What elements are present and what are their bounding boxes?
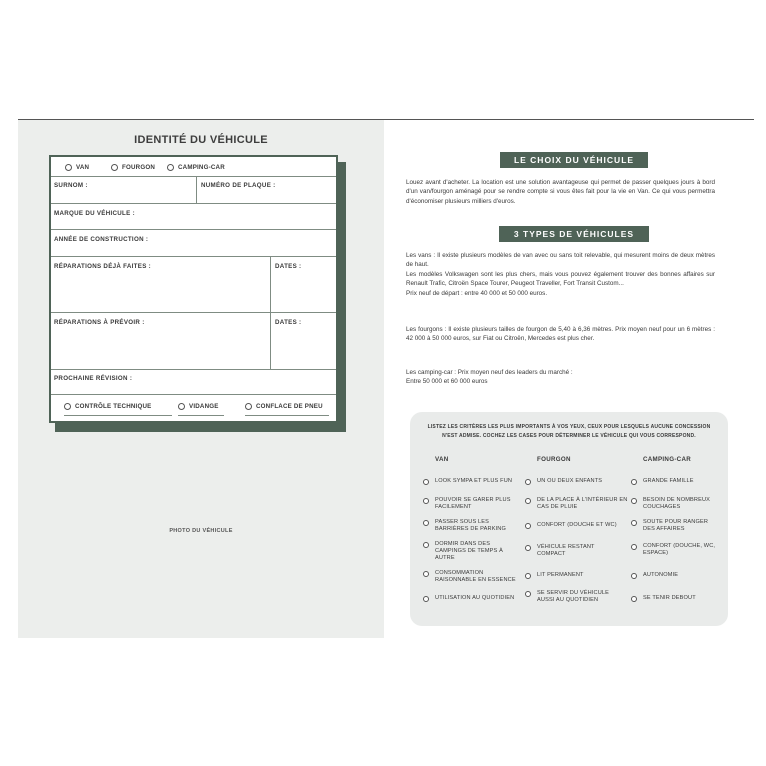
fourgons-paragraph (406, 325, 715, 344)
checkbox-icon (423, 596, 429, 602)
checkbox-icon (525, 573, 531, 579)
nickname-label: SURNOM : (54, 182, 88, 189)
nickname-plate-row (51, 177, 336, 204)
checkbox-icon (423, 479, 429, 485)
vans-text-2: Les modèles Volkswagen sont les plus chers, mais vous pouvez également trouver des bonnes affaires sur Renault Trafic, Citroën Space Tourer, Peugeot Traveller, Fort Transit Custom... (406, 270, 715, 288)
type-option-van[interactable]: VAN (65, 164, 89, 171)
repairs-planned-row (51, 313, 336, 370)
criterion-camping-car[interactable]: AUTONOMIE (643, 572, 723, 579)
brand-row (51, 204, 336, 230)
dates-label: DATES : (275, 263, 302, 270)
vehicle-choice-banner: LE CHOIX DU VÉHICULE (500, 152, 648, 168)
criteria-panel (410, 412, 728, 626)
checkbox-icon (423, 520, 429, 526)
criterion-camping-car[interactable]: GRANDE FAMILLE (643, 478, 723, 485)
criterion-fourgon[interactable]: CONFORT (DOUCHE ET WC) (537, 522, 629, 529)
check-oil-change[interactable]: VIDANGE (178, 403, 219, 410)
criterion-van[interactable]: CONSOMMATION RAISONNABLE EN ESSENCE (435, 570, 525, 584)
criterion-van[interactable]: DORMIR DANS DES CAMPINGS DE TEMPS À AUTRE (435, 541, 505, 562)
checkbox-icon (631, 544, 637, 550)
criterion-camping-car[interactable]: SOUTE POUR RANGER DES AFFAIRES (643, 519, 719, 533)
criterion-fourgon[interactable]: UN OU DEUX ENFANTS (537, 478, 627, 485)
criterion-van[interactable]: LOOK SYMPA ET PLUS FUN (435, 478, 523, 485)
next-service-row (51, 370, 336, 395)
intro-paragraph (406, 178, 715, 206)
underline (178, 415, 224, 416)
radio-icon (65, 164, 72, 171)
checkbox-icon (631, 573, 637, 579)
next-service-label: PROCHAINE RÉVISION : (54, 375, 133, 382)
criterion-fourgon[interactable]: LIT PERMANENT (537, 572, 627, 579)
underline (64, 415, 172, 416)
camping-text-2: Entre 50 000 et 60 000 euros (406, 378, 488, 386)
year-row (51, 230, 336, 257)
criterion-camping-car[interactable]: SE TENIR DEBOUT (643, 595, 723, 602)
checkbox-icon (423, 498, 429, 504)
camping-text-1: Les camping-car : Prix moyen neuf des leaders du marché : (406, 369, 573, 376)
radio-icon (111, 164, 118, 171)
repairs-done-row (51, 257, 336, 313)
checkbox-icon (631, 498, 637, 504)
fourgons-text: Les fourgons : Il existe plusieurs tailles de fourgon de 5,40 à 6,36 mètres. Prix moyen neuf pour un 6 mètres : 42 000 à 50 000 euros, sur Fiat ou Citroën, Mercedes est plus cher. (406, 326, 715, 343)
criterion-fourgon[interactable]: VÉHICULE RESTANT COMPACT (537, 544, 607, 558)
repairs-done-label: RÉPARATIONS DÉJÀ FAITES : (54, 263, 151, 270)
radio-icon (64, 403, 71, 410)
divider (270, 313, 271, 369)
checkbox-icon (631, 520, 637, 526)
checkbox-icon (525, 545, 531, 551)
divider (196, 177, 197, 203)
vehicle-identity-title: IDENTITÉ DU VÉHICULE (134, 134, 268, 146)
plate-label: NUMÉRO DE PLAQUE : (201, 182, 276, 189)
left-page (18, 120, 384, 638)
vehicle-types-banner: 3 TYPES DE VÉHICULES (499, 226, 649, 242)
criterion-camping-car[interactable]: CONFORT (DOUCHE, WC, ESPACE) (643, 543, 723, 557)
intro-text: Louez avant d'acheter. La location est une solution avantageuse qui permet de passer quelques jours à bord d'un van/fourgon aménagé pour se rendre compte si vous êtes fait pour la vie en Van. Ce qui vous permettra d'économiser plusieurs milliers d'euros. (406, 179, 715, 205)
column-header-van: VAN (435, 456, 449, 463)
repairs-planned-label: RÉPARATIONS À PRÉVOIR : (54, 319, 145, 326)
radio-icon (178, 403, 185, 410)
check-tire-pressure[interactable]: CONFLACE DE PNEU (245, 403, 323, 410)
brand-label: MARQUE DU VÉHICULE : (54, 210, 135, 217)
checkbox-icon (525, 523, 531, 529)
column-header-fourgon: FOURGON (537, 456, 571, 463)
year-label: ANNÉE DE CONSTRUCTION : (54, 236, 149, 243)
radio-icon (245, 403, 252, 410)
criteria-intro: LISTEZ LES CRITÈRES LES PLUS IMPORTANTS À VOS YEUX, CEUX POUR LESQUELS AUCUNE CONCESSION N'EST ADMISE. COCHEZ LES CASES POUR DÉTERMINER LE VÉHICULE QUI VOUS CORRESPOND. (427, 424, 711, 439)
criterion-camping-car[interactable]: BESOIN DE NOMBREUX COUCHAGES (643, 497, 723, 511)
criterion-van[interactable]: POUVOIR SE GARER PLUS FACILEMENT (435, 497, 523, 511)
type-option-camping-car[interactable]: CAMPING-CAR (167, 164, 225, 171)
vans-price: Prix neuf de départ : entre 40 000 et 50 000 euros. (406, 289, 548, 297)
type-option-fourgon[interactable]: FOURGON (111, 164, 155, 171)
criterion-fourgon[interactable]: DE LA PLACE À L'INTÉRIEUR EN CAS DE PLUIE (537, 497, 629, 511)
checkbox-icon (525, 591, 531, 597)
divider (270, 257, 271, 312)
right-page (393, 120, 754, 638)
vans-text-1: Les vans : Il existe plusieurs modèles de van avec ou sans toit relevable, qui mesurent moins de deux mètres de haut. (406, 252, 715, 269)
vans-paragraph (406, 251, 715, 298)
criterion-fourgon[interactable]: SE SERVIR DU VÉHICULE AUSSI AU QUOTIDIEN (537, 590, 621, 604)
column-header-camping-car: CAMPING-CAR (643, 456, 691, 463)
check-technical-inspection[interactable]: CONTRÔLE TECHNIQUE (64, 403, 151, 410)
checkbox-icon (423, 571, 429, 577)
dates-label: DATES : (275, 319, 302, 326)
vehicle-photo-label: PHOTO DU VÉHICULE (169, 528, 233, 534)
underline (245, 415, 329, 416)
checkbox-icon (631, 596, 637, 602)
checkbox-icon (423, 542, 429, 548)
vehicle-type-row (51, 157, 336, 177)
checkbox-icon (525, 498, 531, 504)
criterion-van[interactable]: PASSER SOUS LES BARRIÈRES DE PARKING (435, 519, 515, 533)
vehicle-identity-card (49, 155, 338, 423)
criterion-van[interactable]: UTILISATION AU QUOTIDIEN (435, 595, 525, 602)
checkbox-icon (525, 479, 531, 485)
checkbox-icon (631, 479, 637, 485)
camping-paragraph (406, 368, 715, 387)
radio-icon (167, 164, 174, 171)
